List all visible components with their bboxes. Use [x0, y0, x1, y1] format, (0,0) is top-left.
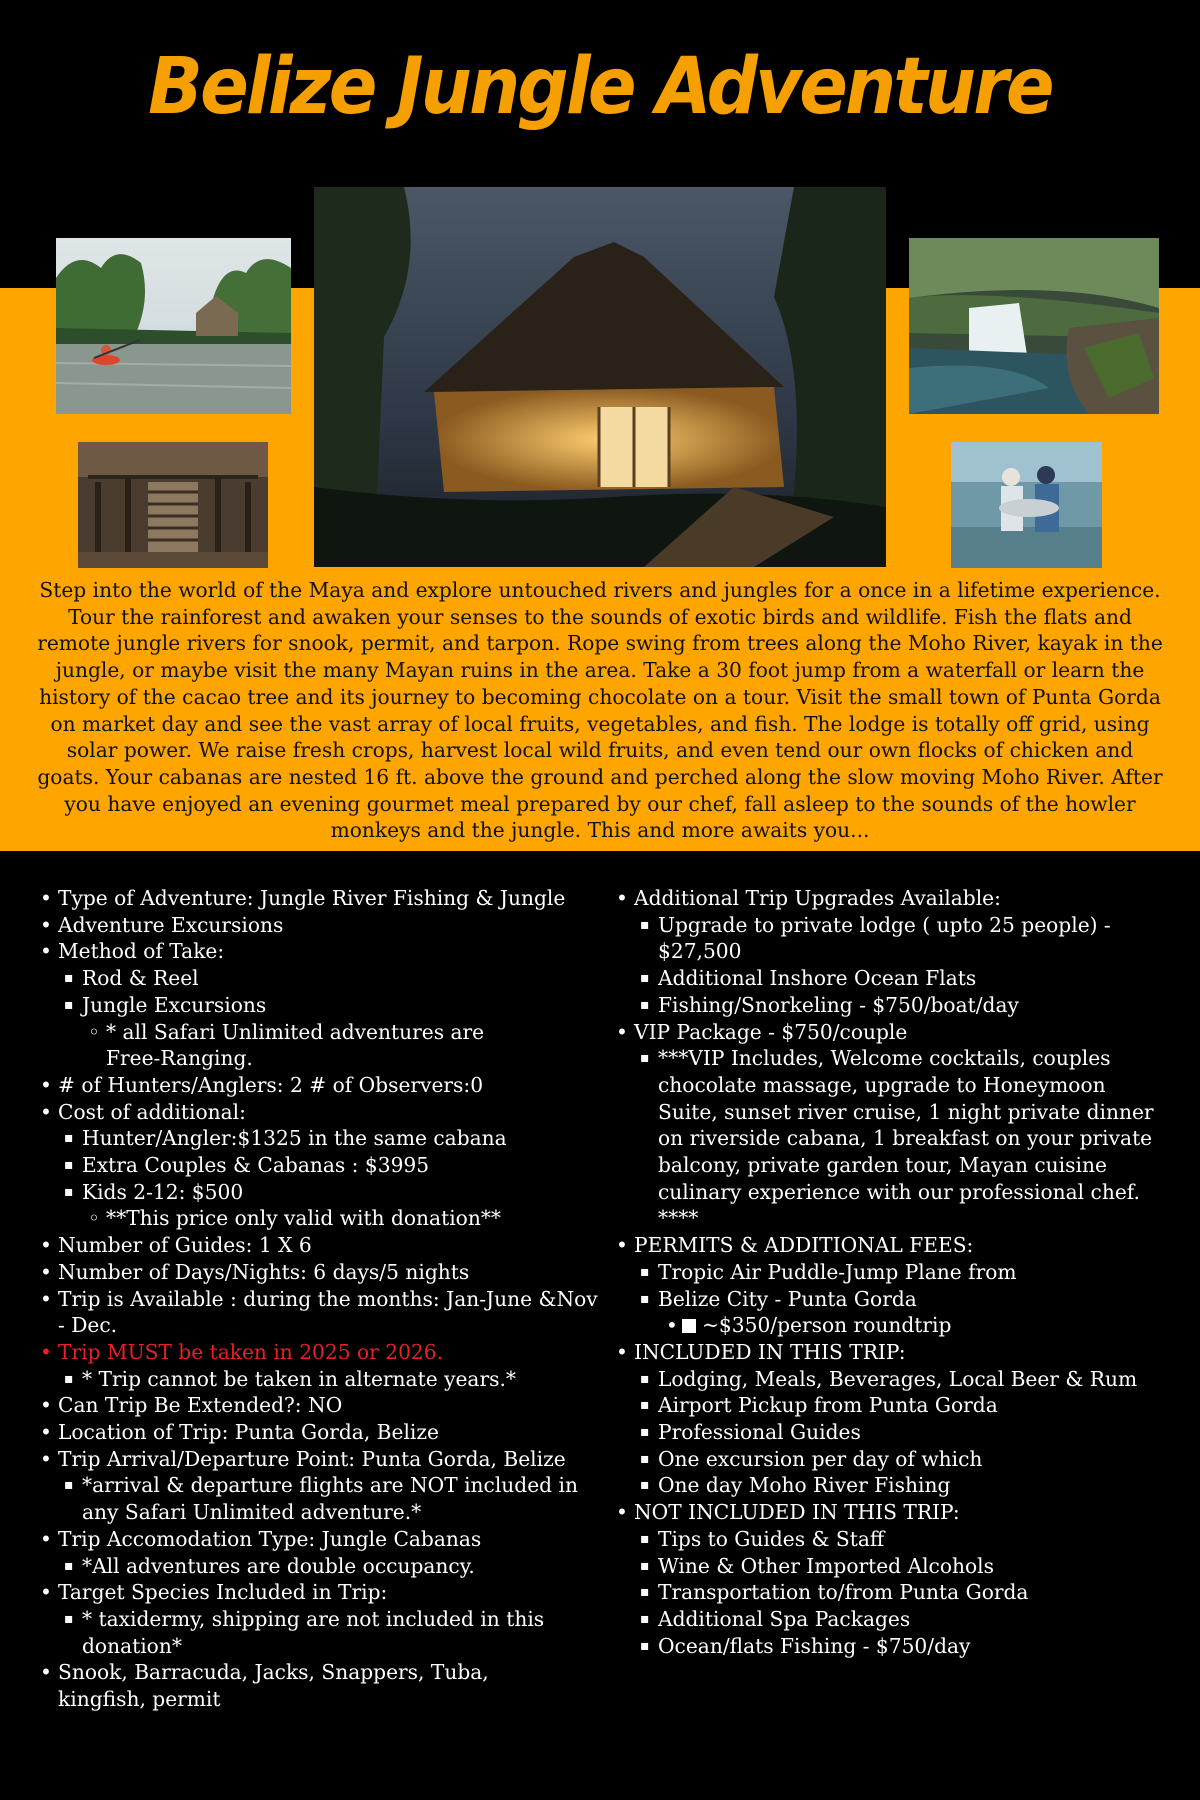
list-item: • Can Trip Be Extended?: NO	[38, 1392, 613, 1419]
page-title: Belize Jungle Adventure	[148, 42, 1052, 132]
list-item	[614, 1312, 1170, 1339]
photo-waterfall	[909, 238, 1159, 414]
list-item: ▪ Jungle Excursions	[38, 992, 613, 1019]
list-item: ▪ Transportation to/from Punta Gorda	[614, 1579, 1170, 1606]
list-item: • VIP Package - $750/couple	[614, 1019, 1170, 1046]
trip-details-right	[614, 885, 1170, 1659]
list-item: • Cost of additional:	[38, 1099, 613, 1126]
list-item: ▪ Rod & Reel	[38, 965, 613, 992]
list-item: • Type of Adventure: Jungle River Fishing & Jungle	[38, 885, 613, 912]
alert-item: • Trip MUST be taken in 2025 or 2026.	[38, 1339, 613, 1366]
list-item: ▪ Fishing/Snorkeling - $750/boat/day	[614, 992, 1170, 1019]
list-item: ▪ Lodging, Meals, Beverages, Local Beer & Rum	[614, 1366, 1170, 1393]
intro-paragraph: Step into the world of the Maya and explore untouched rivers and jungles for a once in a lifetime experience. Tour the rainforest and awaken your senses to the sounds of exotic birds and wildlife. Fish the flats and remote jungle rivers for snook, permit, and tarpon. Rope swing from trees along the Moho River, kayak in the jungle, or maybe visit the many Mayan ruins in the area. Take a 30 foot jump from a waterfall or learn the history of the cacao tree and its journey to becoming chocolate on a tour. Visit the small town of Punta Gorda on market day and see the vast array of local fruits, vegetables, and fish. The lodge is totally off grid, using solar power. We raise fresh crops, harvest local wild fruits, and even tend our own flocks of chicken and goats. Your cabanas are nested 16 ft. above the ground and perched along the slow moving Moho River. After you have enjoyed an evening gourmet meal prepared by our chef, fall asleep to the sounds of the howler monkeys and the jungle. This and more awaits you...	[37, 578, 1163, 843]
trip-details-left	[38, 885, 613, 1713]
list-item: • Trip Arrival/Departure Point: Punta Gorda, Belize	[38, 1446, 613, 1473]
list-item: ▪ Extra Couples & Cabanas : $3995	[38, 1152, 613, 1179]
list-item: • INCLUDED IN THIS TRIP:	[614, 1339, 1170, 1366]
list-item: • Target Species Included in Trip:	[38, 1579, 613, 1606]
list-item: • Trip is Available : during the months: Jan-June &Nov - Dec.	[38, 1286, 613, 1339]
list-item: ▪ Ocean/flats Fishing - $750/day	[614, 1633, 1170, 1660]
list-item: ▪ *arrival & departure flights are NOT included in any Safari Unlimited adventure.*	[38, 1472, 613, 1525]
list-item: ▪ Additional Spa Packages	[614, 1606, 1170, 1633]
list-item: ▪ Kids 2-12: $500	[38, 1179, 613, 1206]
list-item: • Adventure Excursions	[38, 912, 613, 939]
square-icon	[682, 1319, 696, 1333]
list-item: ▪ ***VIP Includes, Welcome cocktails, couples chocolate massage, upgrade to Honeymoon Suite, sunset river cruise, 1 night private dinner on riverside cabana, 1 breakfast on your private balcony, private garden tour, Mayan cuisine culinary experience with our professional chef. ****	[614, 1045, 1170, 1232]
list-item: ▪ Tropic Air Puddle-Jump Plane from	[614, 1259, 1170, 1286]
list-item: • # of Hunters/Anglers: 2 # of Observers:0	[38, 1072, 613, 1099]
list-item: ▪ Wine & Other Imported Alcohols	[614, 1553, 1170, 1580]
list-item: ▪ * taxidermy, shipping are not included in this donation*	[38, 1606, 613, 1659]
list-item: • Number of Days/Nights: 6 days/5 nights	[38, 1259, 613, 1286]
list-item: ▪ Belize City - Punta Gorda	[614, 1286, 1170, 1313]
fee-text: ~$350/person roundtrip	[702, 1313, 952, 1338]
list-item: ◦ * all Safari Unlimited adventures are Free-Ranging.	[38, 1019, 613, 1072]
list-item: • Number of Guides: 1 X 6	[38, 1232, 613, 1259]
list-item: • Additional Trip Upgrades Available:	[614, 885, 1170, 912]
list-item: ▪ Hunter/Angler:$1325 in the same cabana	[38, 1125, 613, 1152]
list-item: ▪ One day Moho River Fishing	[614, 1472, 1170, 1499]
photo-anglers	[951, 442, 1102, 568]
list-item: • NOT INCLUDED IN THIS TRIP:	[614, 1499, 1170, 1526]
list-item: ▪ One excursion per day of which	[614, 1446, 1170, 1473]
list-item: • Snook, Barracuda, Jacks, Snappers, Tuba, kingfish, permit	[38, 1659, 613, 1712]
list-item: • Method of Take:	[38, 938, 613, 965]
list-item: • PERMITS & ADDITIONAL FEES:	[614, 1232, 1170, 1259]
list-item: • Location of Trip: Punta Gorda, Belize	[38, 1419, 613, 1446]
list-item: ◦ **This price only valid with donation**	[38, 1205, 613, 1232]
list-item: ▪ Professional Guides	[614, 1419, 1170, 1446]
list-item: ▪ *All adventures are double occupancy.	[38, 1553, 613, 1580]
list-item: ▪ Upgrade to private lodge ( upto 25 people) - $27,500	[614, 912, 1170, 965]
list-item: ▪ * Trip cannot be taken in alternate years.*	[38, 1366, 613, 1393]
photo-cabana-stairs	[78, 442, 268, 568]
list-item: ▪ Tips to Guides & Staff	[614, 1526, 1170, 1553]
list-item: • Trip Accomodation Type: Jungle Cabanas	[38, 1526, 613, 1553]
photo-lodge-night	[314, 187, 886, 567]
list-item: ▪ Airport Pickup from Punta Gorda	[614, 1392, 1170, 1419]
list-item: ▪ Additional Inshore Ocean Flats	[614, 965, 1170, 992]
photo-kayak	[56, 238, 291, 414]
